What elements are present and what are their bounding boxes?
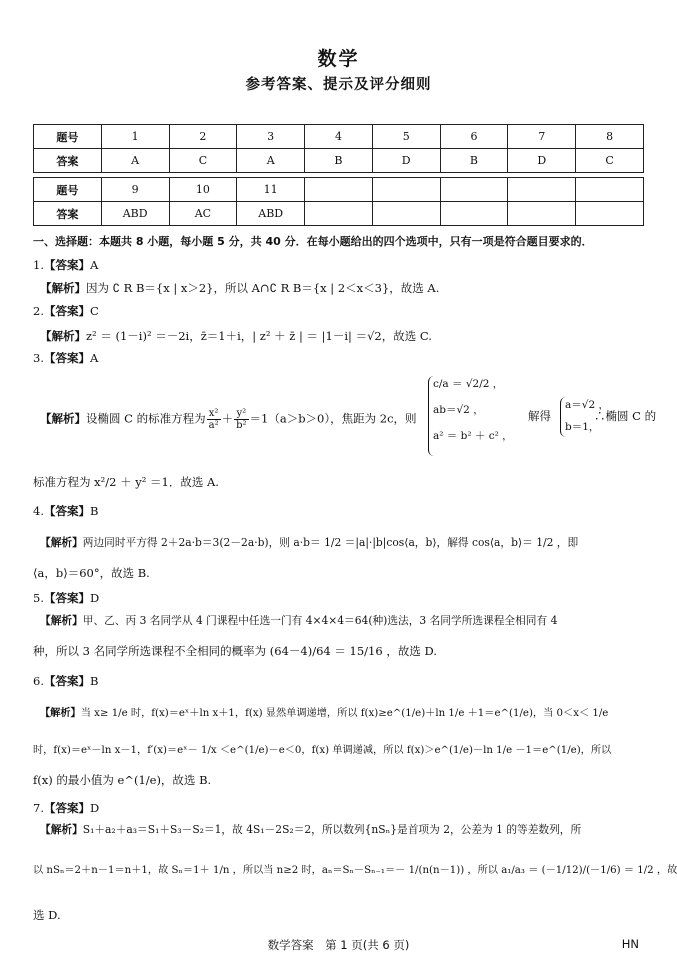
table-cell: 4 [305, 125, 373, 149]
table-cell [305, 202, 373, 226]
q7-analysis-line-3: 选 D. [33, 908, 61, 922]
question-number: 1. [33, 258, 44, 272]
table-cell: B [305, 149, 373, 173]
q3-solve-label: 解得 [528, 409, 551, 423]
row-label-answer: 答案 [34, 149, 102, 173]
table-cell [576, 178, 644, 202]
table-cell: C [576, 149, 644, 173]
q7-analysis-line [40, 822, 647, 838]
row-label-number: 题号 [34, 125, 102, 149]
analysis-label: 【解析】 [40, 281, 86, 295]
table-cell: C [169, 149, 237, 173]
analysis-text: z² ＝ (1－i)² ＝－2i，z̄＝1＋i，| z² ＋ z̄ | ＝ |1－i| ＝√2，故选 C. [86, 329, 432, 343]
answer-label: 【答案】 [43, 674, 90, 688]
q4-answer-line [33, 503, 647, 519]
table-cell [440, 178, 508, 202]
q1-analysis-line [40, 280, 647, 296]
answer-label: 【答案】 [43, 304, 90, 318]
table-row-answers [34, 149, 644, 173]
q3-analysis-line-2: 标准方程为 x²/2 ＋ y² ＝1．故选 A. [33, 475, 219, 489]
question-number: 6. [33, 674, 44, 688]
equation-system-1 [428, 376, 513, 456]
analysis-label: 【解析】 [40, 823, 83, 836]
q5-analysis-line-2: 种，所以 3 名同学所选课程不全相同的概率为 (64－4)/64 ＝ 15/16 ，故选 D. [33, 644, 437, 658]
analysis-label: 【解析】 [40, 329, 86, 343]
table-cell [440, 202, 508, 226]
answer-value: D [89, 591, 100, 605]
answer-value: B [89, 504, 99, 518]
fraction-x2-a2: $\frac{\text{x²}}{\text{a²}}$ [208, 408, 219, 431]
q6-answer-line [33, 673, 647, 689]
table-cell: 2 [169, 125, 237, 149]
page-title: 数学 [317, 48, 360, 70]
q6-analysis-line [40, 706, 647, 722]
table-cell: 11 [237, 178, 305, 202]
question-number: 7. [33, 801, 44, 815]
q7-analysis-line-2: 以 nSₙ＝2＋n－1＝n＋1，故 Sₙ＝1＋ 1/n ，所以当 n≥2 时，aₙ＝Sₙ－Sₙ₋₁＝－ 1/(n(n－1)) ，所以 a₁/a₃ ＝ (－1/12)/(－1/6) ＝ 1/2 ，故 [33, 865, 677, 876]
analysis-text-pre: 设椭圆 C 的标准方程为 [86, 411, 206, 426]
answer-value: A [89, 351, 99, 365]
analysis-text: 甲、乙、丙 3 名同学从 4 门课程中任选一门有 4×4×4＝64(种)选法，3 名同学所选课程全相同有 4 [82, 614, 558, 627]
table-cell: D [508, 149, 576, 173]
table-cell [576, 202, 644, 226]
system-row: ab＝√2 ， [433, 404, 484, 416]
table-cell: D [372, 149, 440, 173]
q7-answer-line [33, 800, 647, 816]
system-row: b＝1， [565, 421, 600, 433]
table-row-numbers [34, 178, 644, 202]
question-number: 3. [33, 351, 44, 365]
table-cell [508, 178, 576, 202]
question-number: 5. [33, 591, 44, 605]
q3-analysis-line: 【解析】设椭圆 C 的标准方程为 $\frac{\text{x²}}{\text{a²}}$ ＋ $\frac{\text{y²}}{\text{b²}}$ ＝1（a＞b＞0），焦距为 2c，则 [40, 408, 417, 431]
table-cell: ABD [237, 202, 305, 226]
analysis-label: 【解析】 [40, 708, 81, 719]
table-cell: A [237, 149, 305, 173]
answer-label: 【答案】 [43, 258, 90, 272]
system-row: c/a ＝ √2/2 ， [433, 378, 504, 390]
q4-analysis-line-2: ⟨a，b⟩＝60°，故选 B. [33, 566, 150, 580]
table-cell: 8 [576, 125, 644, 149]
page-subtitle: 参考答案、提示及评分细则 [245, 77, 432, 93]
analysis-label: 【解析】 [40, 536, 83, 549]
table-cell [508, 202, 576, 226]
q6-analysis-line-2: 时，f(x)＝eˣ－ln x－1，f′(x)＝eˣ－ 1/x ＜e^(1/e)－e＜0，f(x) 单调递减，所以 f(x)＞e^(1/e)－ln 1/e －1＝e^(1/e)，所以 [33, 745, 612, 756]
q2-answer-line [33, 303, 647, 319]
table-cell: ABD [101, 202, 169, 226]
answer-label: 【答案】 [43, 591, 90, 605]
q3-answer-line [33, 350, 647, 366]
footer-region-code: HN [621, 937, 639, 951]
table-row-numbers [34, 125, 644, 149]
question-number: 2. [33, 304, 44, 318]
answer-table-2 [33, 177, 644, 226]
table-cell: 10 [169, 178, 237, 202]
answer-label: 【答案】 [43, 801, 90, 815]
q3-analysis-post: ∴椭圆 C 的 [594, 409, 657, 423]
page-footer: 数学答案 第 1 页(共 6 页) [267, 938, 410, 952]
q5-answer-line [33, 590, 647, 606]
table-cell [305, 178, 373, 202]
q4-analysis-line [40, 535, 647, 551]
system-row: a² ＝ b² ＋ c² ， [433, 430, 513, 442]
answer-value: C [89, 304, 99, 318]
answer-label: 【答案】 [43, 504, 90, 518]
analysis-label: 【解析】 [40, 411, 86, 426]
table-cell: 5 [372, 125, 440, 149]
table-row-answers [34, 202, 644, 226]
answer-value: A [89, 258, 99, 272]
row-label-answer: 答案 [34, 202, 102, 226]
table-cell: 9 [101, 178, 169, 202]
analysis-text: 两边同时平方得 2＋2a·b＝3(2－2a·b)，则 a·b＝ 1/2 ＝|a|·|b|cos⟨a，b⟩，解得 cos⟨a，b⟩＝ 1/2 ，即 [82, 536, 579, 549]
system-row: a＝√2 ， [565, 399, 609, 411]
analysis-label: 【解析】 [40, 614, 83, 627]
analysis-text: 因为 ∁ R B＝{x | x＞2}，所以 A∩∁ R B＝{x | 2＜x＜3}，故选 A. [86, 281, 440, 295]
analysis-text: S₁＋a₂＋a₃＝S₁＋S₃－S₂＝1，故 4S₁－2S₂＝2，所以数列{nSₙ}是首项为 2，公差为 1 的等差数列，所 [82, 823, 582, 836]
table-cell [372, 178, 440, 202]
table-cell [372, 202, 440, 226]
row-label-number: 题号 [34, 178, 102, 202]
table-cell: AC [169, 202, 237, 226]
q6-analysis-line-3: f(x) 的最小值为 e^(1/e)，故选 B. [33, 773, 212, 787]
q1-answer-line [33, 257, 647, 273]
section-heading: 一、选择题：本题共 8 小题，每小题 5 分，共 40 分．在每小题给出的四个选项中，只有一项是符合题目要求的． [33, 235, 593, 248]
answer-value: D [89, 801, 100, 815]
answer-value: B [89, 674, 99, 688]
answer-table-1 [33, 124, 644, 173]
table-cell: 3 [237, 125, 305, 149]
table-cell: 7 [508, 125, 576, 149]
question-number: 4. [33, 504, 44, 518]
table-cell: 6 [440, 125, 508, 149]
analysis-text-mid: ＝1（a＞b＞0），焦距为 2c，则 [249, 411, 417, 426]
table-cell: 1 [101, 125, 169, 149]
table-cell: B [440, 149, 508, 173]
table-cell: A [101, 149, 169, 173]
answer-label: 【答案】 [43, 351, 90, 365]
fraction-y2-b2: $\frac{\text{y²}}{\text{b²}}$ [236, 408, 247, 431]
q5-analysis-line [40, 613, 647, 629]
analysis-text: 当 x≥ 1/e 时，f(x)＝eˣ＋ln x＋1，f(x) 显然单调递增，所以 f(x)≥e^(1/e)＋ln 1/e ＋1＝e^(1/e)，当 0＜x＜ 1/e [80, 708, 609, 719]
q2-analysis-line [40, 328, 647, 344]
